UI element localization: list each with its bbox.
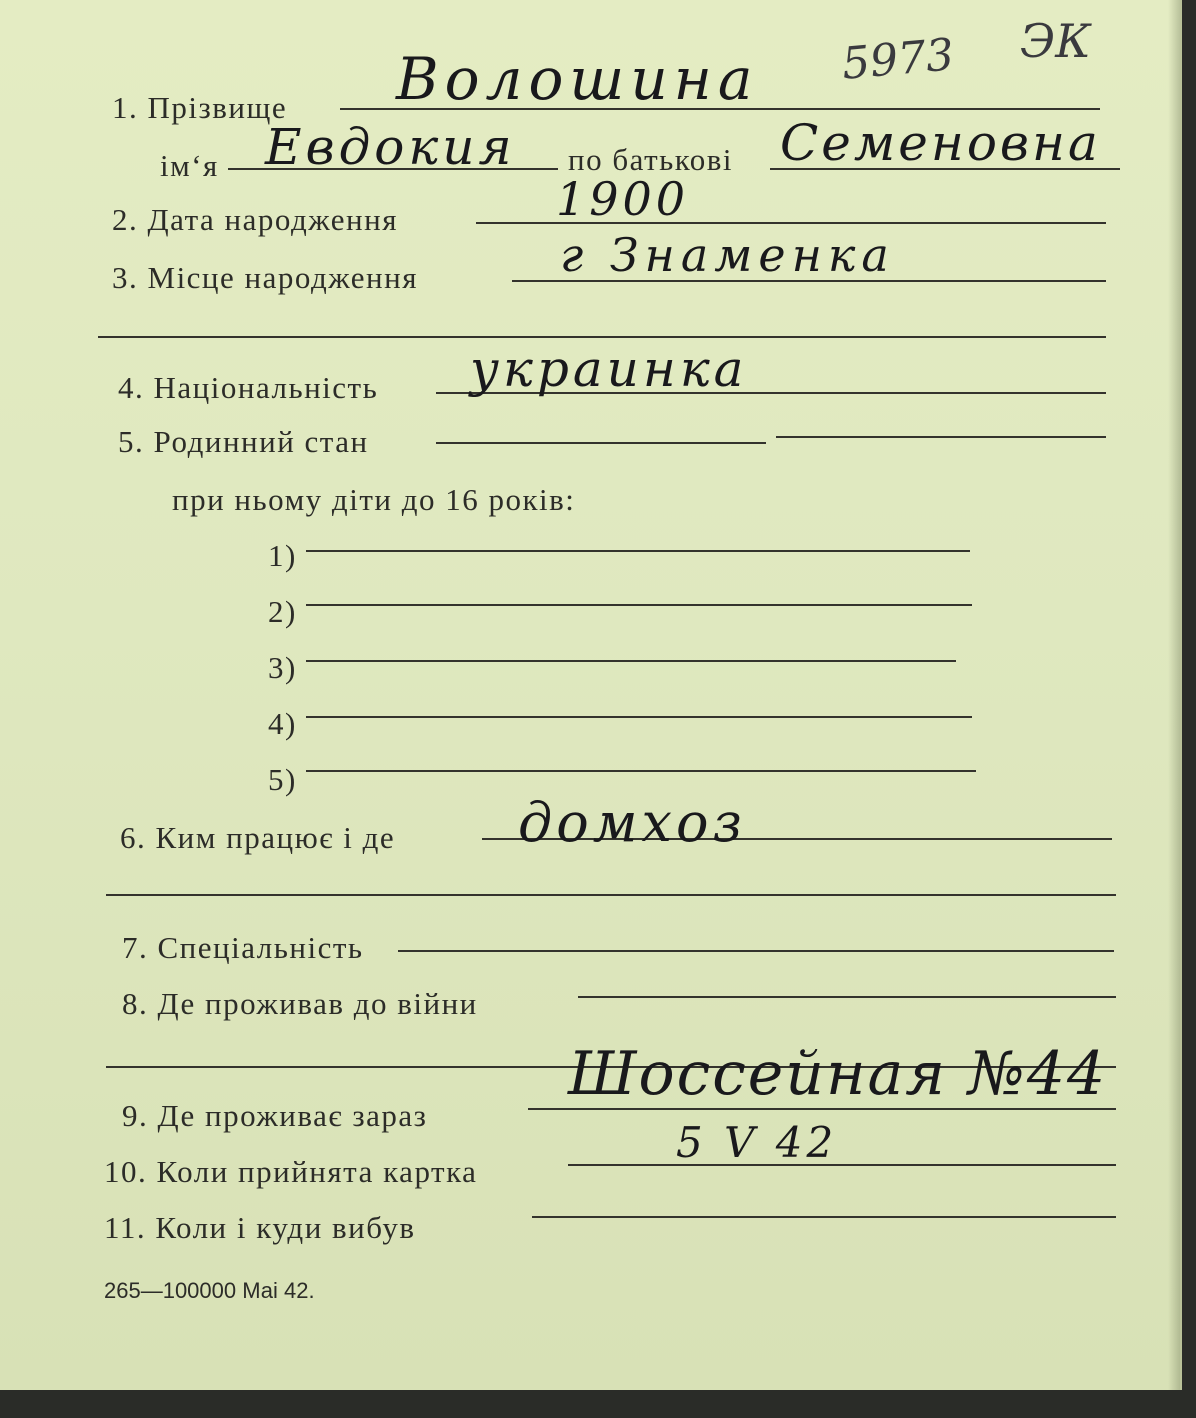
prewar-line <box>578 996 1116 998</box>
child-2-label: 2) <box>268 594 297 629</box>
birth-place-line-2 <box>98 336 1106 338</box>
surname-value: Волошина <box>396 45 759 113</box>
name-value: Евдокия <box>265 118 516 176</box>
surname-label: 1. Прізвище <box>112 90 288 125</box>
card-date-label: 10. Коли прийнята картка <box>104 1154 478 1189</box>
nationality-label: 4. Національність <box>118 370 379 405</box>
child-1-label: 1) <box>268 538 297 573</box>
nationality-value: украинка <box>470 340 748 398</box>
marital-line-a <box>436 442 766 444</box>
child-4-line <box>306 716 972 718</box>
card-edge-shadow <box>1168 0 1180 1390</box>
patronymic-label: по батькові <box>568 142 733 177</box>
children-label: при ньому діти до 16 років: <box>172 482 576 517</box>
prewar-label: 8. Де проживав до війни <box>122 986 478 1021</box>
birth-date-label: 2. Дата народження <box>112 202 398 237</box>
specialty-label: 7. Спеціальність <box>122 930 364 965</box>
child-4-label: 4) <box>268 706 297 741</box>
current-address-value: Шоссейная №44 <box>568 1039 1108 1109</box>
archive-number: 5973 <box>839 29 956 90</box>
print-footer: 265—100000 Маі 42. <box>104 1278 315 1303</box>
archive-letters: ЭК <box>1020 14 1091 68</box>
work-line-2 <box>106 894 1116 896</box>
birth-date-value: 1900 <box>556 172 690 226</box>
child-3-line <box>306 660 956 662</box>
child-5-label: 5) <box>268 762 297 797</box>
departed-line <box>532 1216 1116 1218</box>
departed-label: 11. Коли і куди вибув <box>104 1210 416 1245</box>
card-date-line <box>568 1164 1116 1166</box>
current-address-label: 9. Де проживає зараз <box>122 1098 428 1133</box>
marital-line-b <box>776 436 1106 438</box>
child-3-label: 3) <box>268 650 297 685</box>
card-date-value: 5 V 42 <box>676 1118 838 1167</box>
patronymic-value: Семеновна <box>780 114 1101 172</box>
birth-place-label: 3. Місце народження <box>112 260 418 295</box>
child-5-line <box>306 770 976 772</box>
marital-label: 5. Родинний стан <box>118 424 369 459</box>
name-label: ім‘я <box>160 148 219 183</box>
specialty-line <box>398 950 1114 952</box>
work-label: 6. Ким працює і де <box>120 820 396 855</box>
child-1-line <box>306 550 970 552</box>
birth-place-value: г Знаменка <box>560 228 895 282</box>
child-2-line <box>306 604 972 606</box>
work-value: домхоз <box>518 791 746 854</box>
